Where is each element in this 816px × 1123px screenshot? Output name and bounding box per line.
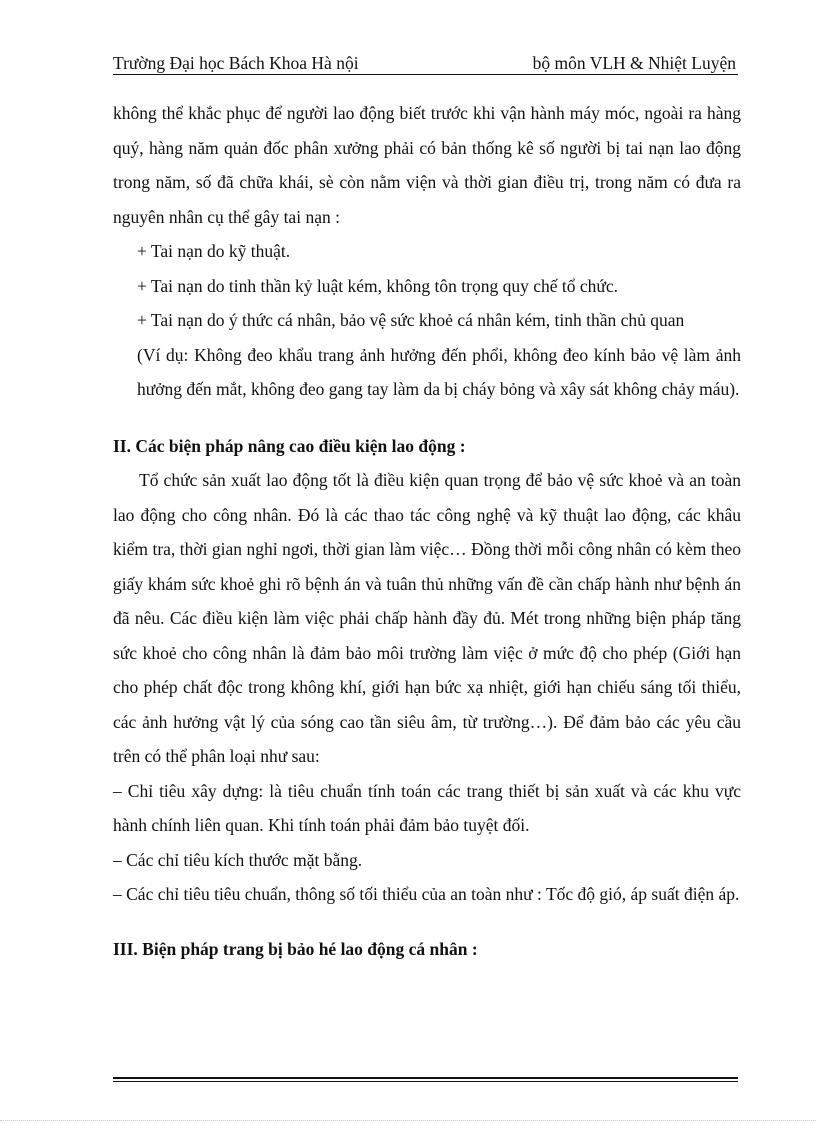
criteria-item-2: – Các chỉ tiêu kích thước mặt bằng. (113, 849, 363, 870)
spacer (113, 407, 741, 429)
section-2-heading: II. Các biện pháp nâng cao điều kiện lao động : (113, 435, 466, 456)
accident-cause-1: + Tai nạn do kỹ thuật. (137, 241, 291, 261)
accident-cause-2: + Tai nạn do tinh thần kỷ luật kém, không tôn trọng quy chế tổ chức. (137, 275, 618, 296)
spacer (113, 912, 741, 932)
criteria-item-1: – Chỉ tiêu xây dựng: là tiêu chuẩn tính toán các trang thiết bị sản xuất và các khu vực hành chính liên quan. Khi tính toán phải đảm bảo tuyệt đối. (113, 780, 741, 835)
intro-paragraph: không thể khắc phục để người lao động biết trước khi vận hành máy móc, ngoài ra hàng quý, hàng năm quản đốc phân xưởng phải có bản thống kê số người bị tai nạn lao động trong năm, số đã chữa khái, sè còn nằm viện và thời gian điều trị, trong năm có đưa ra nguyên nhân cụ thể gây tai nạn : (113, 103, 741, 227)
section-2-paragraph: Tổ chức sản xuất lao động tốt là điều kiện quan trọng để bảo vệ sức khoẻ và an toàn lao động cho công nhân. Đó là các thao tác công nghệ và kỹ thuật lao động, các khâu kiểm tra, thời gian nghỉ ngơi, thời gian làm việc… Đồng thời mỗi công nhân có kèm theo giấy khám sức khoẻ ghi rõ bệnh án và tuân thủ những vấn đề cần chấp hành như bệnh án đã nêu. Các điều kiện làm việc phải chấp hành đầy đủ. Mét trong những biện pháp tăng sức khoẻ cho công nhân là đảm bảo môi trường làm việc ở mức độ cho phép (Giới hạn cho phép chất độc trong không khí, giới hạn bức xạ nhiệt, giới hạn chiếu sáng tối thiểu, các ảnh hưởng vật lý của sóng cao tần siêu âm, từ trường…). Để đảm bảo các yêu cầu trên có thể phân loại như sau: (113, 470, 741, 766)
footer-rule-thick (113, 1077, 738, 1079)
header-department: bộ môn VLH & Nhiệt Luyện (532, 53, 736, 73)
accident-example: (Ví dụ: Không đeo khẩu trang ảnh hưởng đến phổi, không đeo kính bảo vệ làm ảnh hưởng đến mắt, không đeo gang tay làm da bị cháy bỏng và xây sát không chảy máu). (137, 344, 741, 399)
document-body (113, 96, 741, 966)
criteria-item-3: – Các chỉ tiêu tiêu chuẩn, thông số tối thiểu của an toàn như : Tốc độ gió, áp suất điện áp. (113, 884, 740, 904)
section-3-heading: III. Biện pháp trang bị bảo hé lao động cá nhân : (113, 938, 478, 959)
header-university: Trường Đại học Bách Khoa Hà nội (113, 53, 359, 73)
header-rule (113, 74, 738, 75)
footer-rule-thin (113, 1081, 738, 1082)
page-edge (0, 1120, 816, 1121)
accident-cause-3: + Tai nạn do ý thức cá nhân, bảo vệ sức khoẻ cá nhân kém, tinh thần chủ quan (137, 310, 685, 330)
